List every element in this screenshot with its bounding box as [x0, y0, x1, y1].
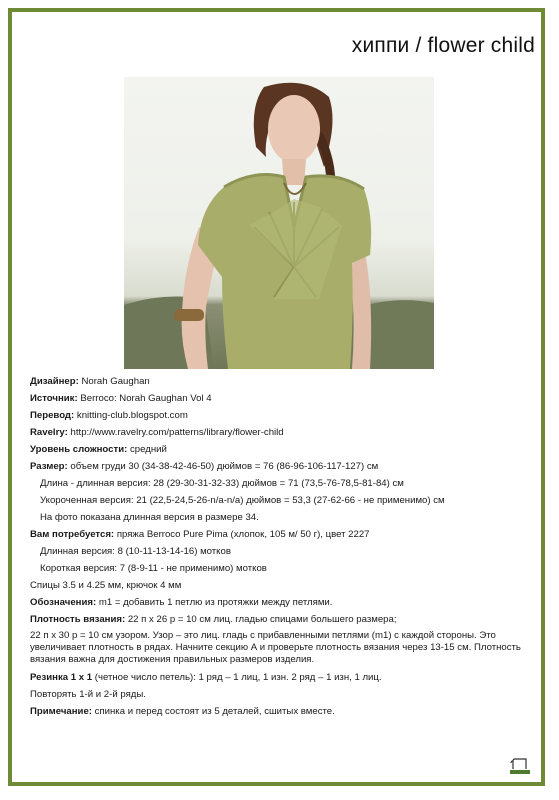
ravelry-row: [30, 427, 284, 439]
size-short: Укороченная версия: 21 (22,5-24,5-26-n/a-n/a) дюймов = 53,3 (27-62-66 - не применимо) см: [40, 495, 445, 506]
size-label: Размер:: [30, 461, 68, 472]
rib-value: (четное число петель): 1 ряд – 1 лиц, 1 изн. 2 ряд – 1 изн, 1 лиц.: [94, 672, 382, 683]
translation-row: [30, 410, 188, 422]
gauge-value: 22 п х 26 р = 10 см лиц. гладью спицами большего размера;: [127, 614, 397, 625]
abbr-label: Обозначения:: [30, 597, 97, 608]
designer-row: [30, 376, 150, 388]
note-row: [30, 706, 335, 718]
needs-row: [30, 529, 370, 541]
gauge-paragraph: 22 п х 30 р = 10 см узором. Узор – это лиц. гладь с прибавленными петлями (m1) с каждой стороны. Это увеличивает плотность в рядах. Начните секцию А и проверьте плотность вязания через 13-15 см. Плотность вязания важна для достижения правильных размеров изделия.: [30, 630, 521, 665]
size-row: [30, 461, 378, 473]
source-label: Источник:: [30, 393, 78, 404]
ravelry-link[interactable]: http://www.ravelry.com/patterns/library/flower-child: [70, 427, 284, 438]
knit-sweater-model-photo: [124, 77, 434, 369]
note-value: спинка и перед состоят из 5 деталей, сшитых вместе.: [94, 706, 335, 717]
gauge-row: [30, 614, 397, 626]
needles: Спицы 3.5 и 4.25 мм, крючок 4 мм: [30, 580, 182, 591]
model-photo: [124, 77, 434, 369]
page-title: хиппи / flower child: [351, 34, 535, 57]
level-label: Уровень сложности:: [30, 444, 128, 455]
rib-row: [30, 672, 382, 684]
rib-label: Резинка 1 х 1: [30, 672, 93, 683]
note-label: Примечание:: [30, 706, 92, 717]
ravelry-label: Ravelry:: [30, 427, 68, 438]
source-row: [30, 393, 212, 405]
source-value: Berroco: Norah Gaughan Vol 4: [80, 393, 212, 404]
abbr-value: m1 = добавить 1 петлю из протяжки между петлями.: [98, 597, 333, 608]
needs-value: пряжа Berroco Pure Pima (хлопок, 105 м/ 50 г), цвет 2227: [116, 529, 370, 540]
size-photo-note: На фото показана длинная версия в размере 34.: [40, 512, 259, 523]
translation-label: Перевод:: [30, 410, 75, 421]
needs-label: Вам потребуется:: [30, 529, 115, 540]
abbr-row: [30, 597, 332, 609]
needs-short: Короткая версия: 7 (8-9-11 - не применимо) мотков: [40, 563, 267, 574]
level-value: средний: [129, 444, 167, 455]
translation-value: knitting-club.blogspot.com: [76, 410, 188, 421]
gauge-label: Плотность вязания:: [30, 614, 126, 625]
rib-repeat: Повторять 1-й и 2-й ряды.: [30, 689, 146, 700]
size-long: Длина - длинная версия: 28 (29-30-31-32-33) дюймов = 71 (73,5-76-78,5-81-84) см: [40, 478, 404, 489]
designer-label: Дизайнер:: [30, 376, 79, 387]
size-value: объем груди 30 (34-38-42-46-50) дюймов = 76 (86-96-106-117-127) см: [70, 461, 379, 472]
needs-long: Длинная версия: 8 (10-11-13-14-16) мотков: [40, 546, 231, 557]
page-curl-icon: [510, 757, 530, 775]
level-row: [30, 444, 167, 456]
designer-value: Norah Gaughan: [81, 376, 150, 387]
